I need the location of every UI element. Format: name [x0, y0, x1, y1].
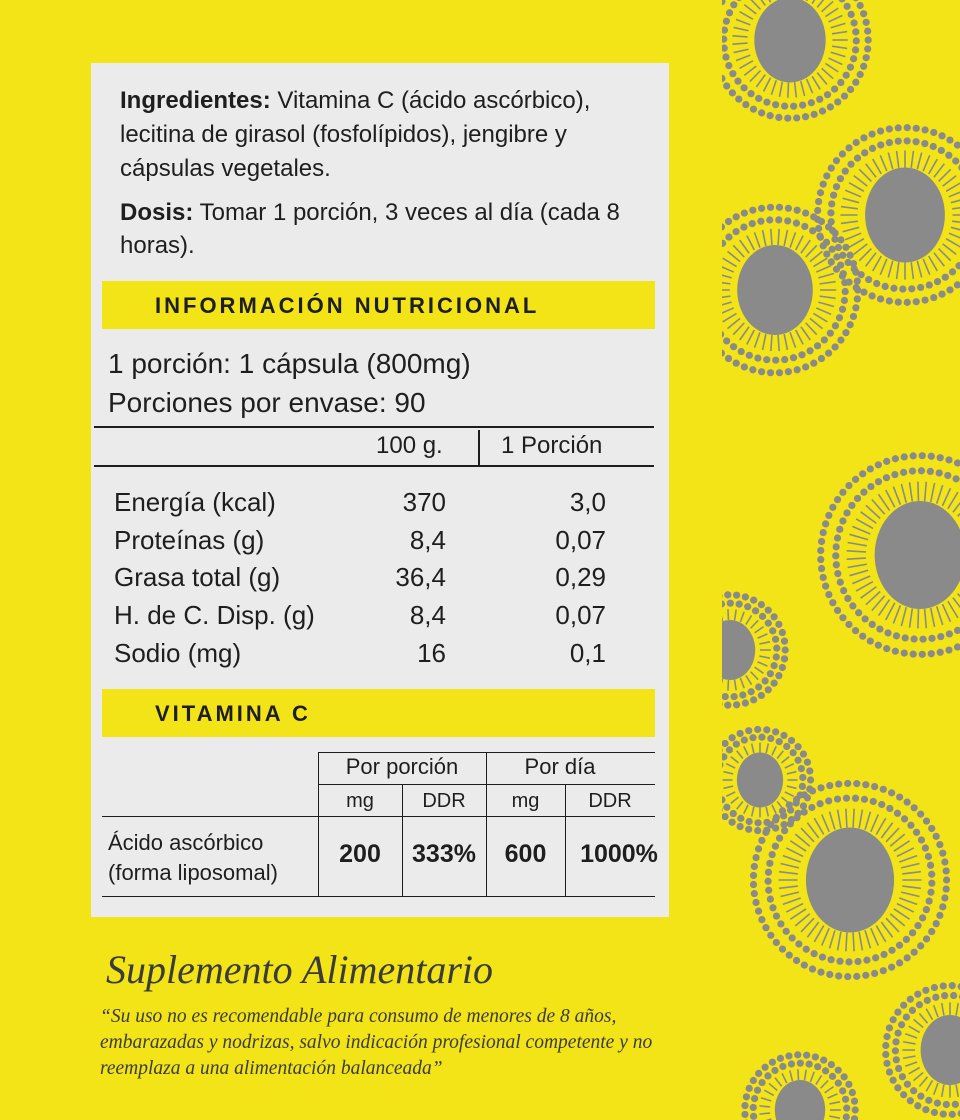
col-header-portion: 1 Porción — [501, 432, 603, 459]
nutrition-title: INFORMACIÓN NUTRICIONAL — [155, 293, 540, 318]
table-top-rule — [94, 426, 654, 428]
supplement-title: Suplemento Alimentario — [106, 947, 493, 992]
nutrient-portion: 0,07 — [555, 600, 606, 630]
vitamin-title: VITAMINA C — [155, 701, 311, 726]
liposome-icon — [750, 780, 950, 980]
vit-row-label-2: (forma liposomal) — [108, 860, 278, 885]
nutrient-per100: 8,4 — [409, 600, 446, 630]
nutrient-portion: 0,07 — [555, 525, 606, 555]
ingredients-label: Ingredientes: — [120, 87, 271, 114]
liposome-pattern-decoration — [722, 0, 960, 1120]
disclaimer-text: “Su uso no es recomendable para consumo de menores de 8 años, embarazadas y nodrizas, salvo indicación profesional competente y no reemplaza a una alimentación balanceada” — [100, 1006, 653, 1079]
dosis-label: Dosis: — [120, 199, 194, 226]
nutrient-label: Grasa total (g) — [114, 562, 281, 592]
nutrient-per100: 8,4 — [409, 525, 446, 555]
nutrient-per100: 16 — [417, 638, 446, 668]
dosis-value: Tomar 1 porción, 3 veces al día (cada 8 horas). — [120, 199, 620, 259]
vit-col-per-portion: Por porción — [345, 754, 459, 779]
ingredients-value: Vitamina C (ácido ascórbico), lecitina de girasol (fosfolípidos), jengibre y cápsulas vegetales. — [120, 87, 591, 182]
servings-per-pack: Porciones por envase: 90 — [108, 387, 426, 418]
nutrition-row — [114, 600, 614, 638]
vit-sub-mg-2: mg — [511, 790, 540, 812]
nutrient-label: Sodio (mg) — [114, 638, 242, 668]
nutrition-header-band — [102, 281, 655, 329]
nutrient-portion: 3,0 — [569, 487, 606, 517]
liposome-icon — [722, 204, 861, 377]
vit-rule-bottom — [102, 896, 655, 897]
nutrition-row — [114, 562, 614, 600]
dosis-text — [120, 196, 650, 262]
vit-row-label-1: Ácido ascórbico — [108, 830, 264, 855]
nutrient-label: H. de C. Disp. (g) — [114, 600, 315, 630]
liposome-icon — [882, 982, 960, 1118]
nutrient-label: Energía (kcal) — [114, 487, 276, 517]
vit-value-day-mg: 600 — [504, 840, 547, 868]
vit-value-portion-mg: 200 — [339, 840, 381, 868]
liposome-icon — [817, 452, 960, 658]
vit-col-per-day: Por día — [524, 754, 596, 779]
vit-value-day-ddr: 1000% — [580, 840, 658, 868]
vit-value-portion-ddr: 333% — [412, 840, 476, 868]
liposome-pattern-svg — [722, 0, 960, 1120]
vit-sub-ddr-1: DDR — [422, 790, 466, 812]
nutrient-per100: 370 — [402, 487, 446, 517]
nutrient-portion: 0,1 — [569, 638, 606, 668]
nutrient-label: Proteínas (g) — [114, 525, 265, 555]
liposome-icon — [814, 124, 960, 306]
nutrient-portion: 0,29 — [555, 562, 606, 592]
col-divider — [478, 430, 480, 466]
serving-size: 1 porción: 1 cápsula (800mg) — [108, 348, 471, 379]
nutrition-row — [114, 638, 614, 676]
vit-sub-ddr-2: DDR — [588, 790, 632, 812]
vit-sub-mg-1: mg — [346, 790, 374, 812]
vitamin-header-band — [102, 689, 655, 737]
nutrition-row — [114, 487, 614, 525]
nutrient-per100: 36,4 — [395, 562, 446, 592]
vit-rule-sub — [102, 816, 655, 817]
table-header-rule — [94, 465, 654, 467]
col-header-100g: 100 g. — [376, 432, 443, 459]
ingredients-text — [120, 84, 650, 186]
liposome-icon — [722, 0, 872, 122]
nutrition-row — [114, 525, 614, 563]
liposome-icon — [741, 1051, 858, 1120]
liposome-icon — [722, 591, 789, 709]
